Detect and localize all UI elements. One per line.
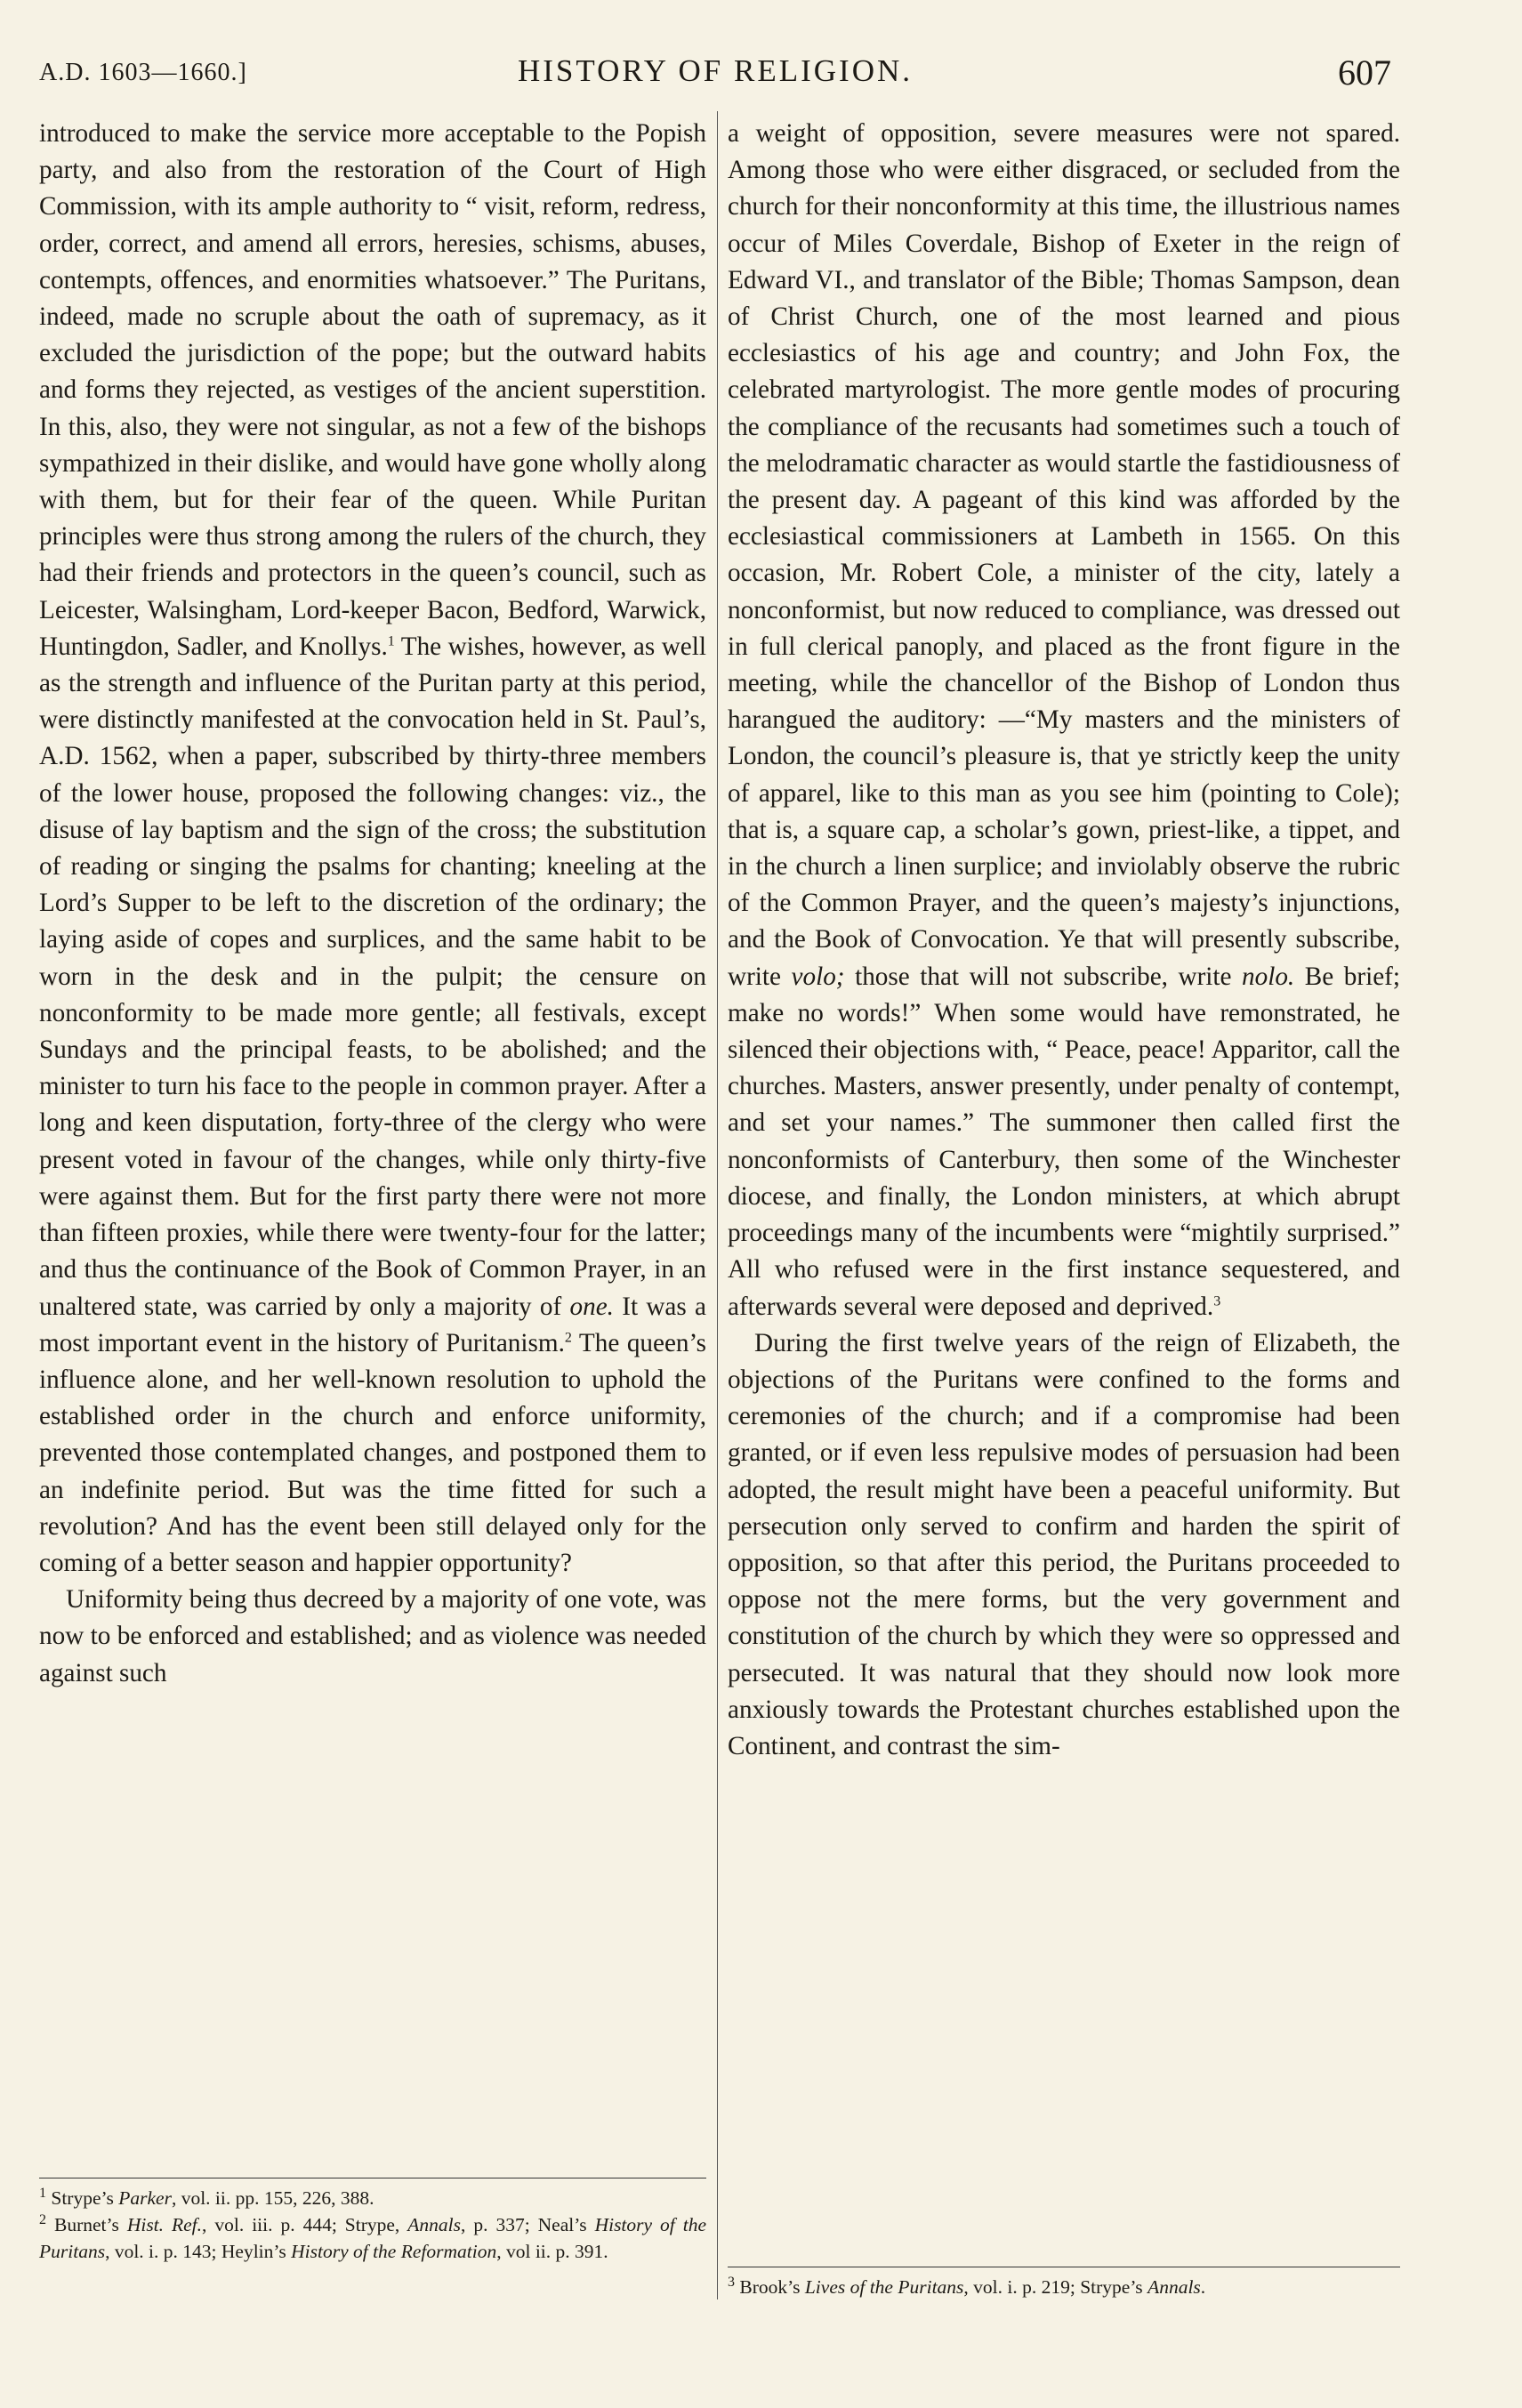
header-title: HISTORY OF RELIGION. [517, 53, 914, 88]
right-paragraph-1: a weight of opposition, severe measures were not spared. Among those who were either disgraced, or secluded from the church for their nonconformity at this time, the illustrious names occur of Miles Coverdale, Bishop of Exeter in the reign of Edward VI., and translator of the Bible; Thomas Sampson, dean of Christ Church, one of the most learned and pious ecclesiastics of his age and country; and John Fox, the celebrated martyrologist. The more gentle modes of procuring the compliance of the recusants had sometimes such a touch of the melodramatic character as would startle the fastidiousness of the present day. A pageant of this kind was afforded by the ecclesiastical commissioners at Lambeth in 1565. On this occasion, Mr. Robert Cole, a minister of the city, lately a nonconformist, but now reduced to compliance, was dressed out in full clerical panoply, and placed as the front figure in the meeting, while the chancellor of the Bishop of London thus harangued the auditory: —“My masters and the ministers of London, the council’s pleasure is, that ye strictly keep the unity of apparel, like to this man as you see him (pointing to Cole); that is, a square cap, a scholar’s gown, priest-like, a tippet, and in the church a linen surplice; and inviolably observe the rubric of the Common Prayer, and the queen’s majesty’s injunctions, and the Book of Convocation. Ye that will presently subscribe, write volo; those that will not subscribe, write nolo. Be brief; make no words!” When some would have remonstrated, he silenced their objections with, “ Peace, peace! Apparitor, call the churches. Masters, answer presently, under penalty of contempt, and set your names.” The summoner then called first the nonconformists of Canterbury, then some of the Winchester diocese, and finally, the London ministers, at which abrupt proceedings many of the incumbents were “mightily surprised.” All who refused were in the first instance sequestered, and afterwards several were deposed and deprived.$^3$ [728, 119, 1400, 1321]
footnote-3: $^3$ Brook’s Lives of the Puritans, vol. i. p. 219; Strype’s Annals. [728, 2274, 1206, 2298]
column-divider [717, 111, 718, 2299]
right-column [728, 116, 1400, 1765]
left-column [39, 116, 706, 1692]
right-paragraph-2: During the first twelve years of the reign of Elizabeth, the objections of the Puritans were confined to the forms and ceremonies of the church; and if a compromise had been granted, or if even less repulsive modes of persuasion had been adopted, the result might have been a peaceful uniformity. But persecution only served to confirm and harden the spirit of opposition, so that after this period, the Puritans proceeded to oppose not the mere forms, but the very government and constitution of the church by which they were so oppressed and persecuted. It was natural that they should now look more anxiously towards the Protestant churches established upon the Continent, and contrast the sim- [728, 1328, 1400, 1760]
footnote-2: $^2$ Burnet’s Hist. Ref., vol. iii. p. 444; Strype, Annals, p. 337; Neal’s History of the Puritans, vol. i. p. 143; Heylin’s History of the Reformation, vol ii. p. 391. [39, 2211, 707, 2262]
running-header [39, 52, 1391, 96]
footnote-ref-1: 1 [387, 633, 395, 649]
footnote-ref-3: 3 [1213, 1293, 1221, 1309]
left-paragraph-1: introduced to make the service more acceptable to the Popish party, and also from the restoration of the Court of High Commission, with its ample authority to “ visit, reform, redress, order, correct, and amend all errors, heresies, schisms, abuses, contempts, offences, and enormities whatsoever.” The Puritans, indeed, made no scruple about the oath of supremacy, as it excluded the jurisdiction of the pope; but the outward habits and forms they rejected, as vestiges of the ancient superstition. In this, also, they were not singular, as not a few of the bishops sympathized in their dislike, and would have gone wholly along with them, but for their fear of the queen. While Puritan principles were thus strong among the rulers of the church, they had their friends and protectors in the queen’s council, such as Leicester, Walsingham, Lord-keeper Bacon, Bedford, Warwick, Huntingdon, Sadler, and Knollys.$^1$ The wishes, however, as well as the strength and influence of the Puritan party at this period, were distinctly manifested at the convocation held in St. Paul’s, A.D. 1562, when a paper, subscribed by thirty-three members of the lower house, proposed the following changes: viz., the disuse of lay baptism and the sign of the cross; the substitution of reading or singing the psalms for chanting; kneeling at the Lord’s Supper to be left to the discretion of the ordinary; the laying aside of copes and surplices, and the same habit to be worn in the desk and in the pulpit; the censure on nonconformity to be made more gentle; all festivals, except Sundays and the principal feasts, to be abolished; and the minister to turn his face to the people in common prayer. After a long and keen disputation, forty-three of the clergy who were present voted in favour of the changes, while only thirty-five were against them. But for the first party there were not more than fifteen proxies, while there were twenty-four for the latter; and thus the continuance of the Book of Common Prayer, in an unaltered state, was carried by only a majority of one. It was a most important event in the history of Puritanism.$^2$ The queen’s influence alone, and her well-known resolution to uphold the established order in the church and enforce uniformity, prevented those contemplated changes, and postponed them to an indefinite period. But was the time fitted for such a revolution? And has the event been still delayed only for the coming of a better season and happier opportunity? [39, 119, 706, 1577]
footnote-1: $^1$ Strype’s Parker, vol. ii. pp. 155, 226, 388. [39, 2185, 374, 2209]
footnote-ref-2: 2 [564, 1329, 572, 1345]
left-paragraph-2: Uniformity being thus decreed by a majority of one vote, was now to be enforced and established; and as violence was needed against such [39, 1585, 706, 1687]
page-number: 607 [1338, 52, 1391, 93]
header-date-range: A.D. 1603—1660.] [39, 59, 247, 86]
left-footnotes [39, 2185, 706, 2265]
right-footnotes [728, 2274, 1400, 2300]
